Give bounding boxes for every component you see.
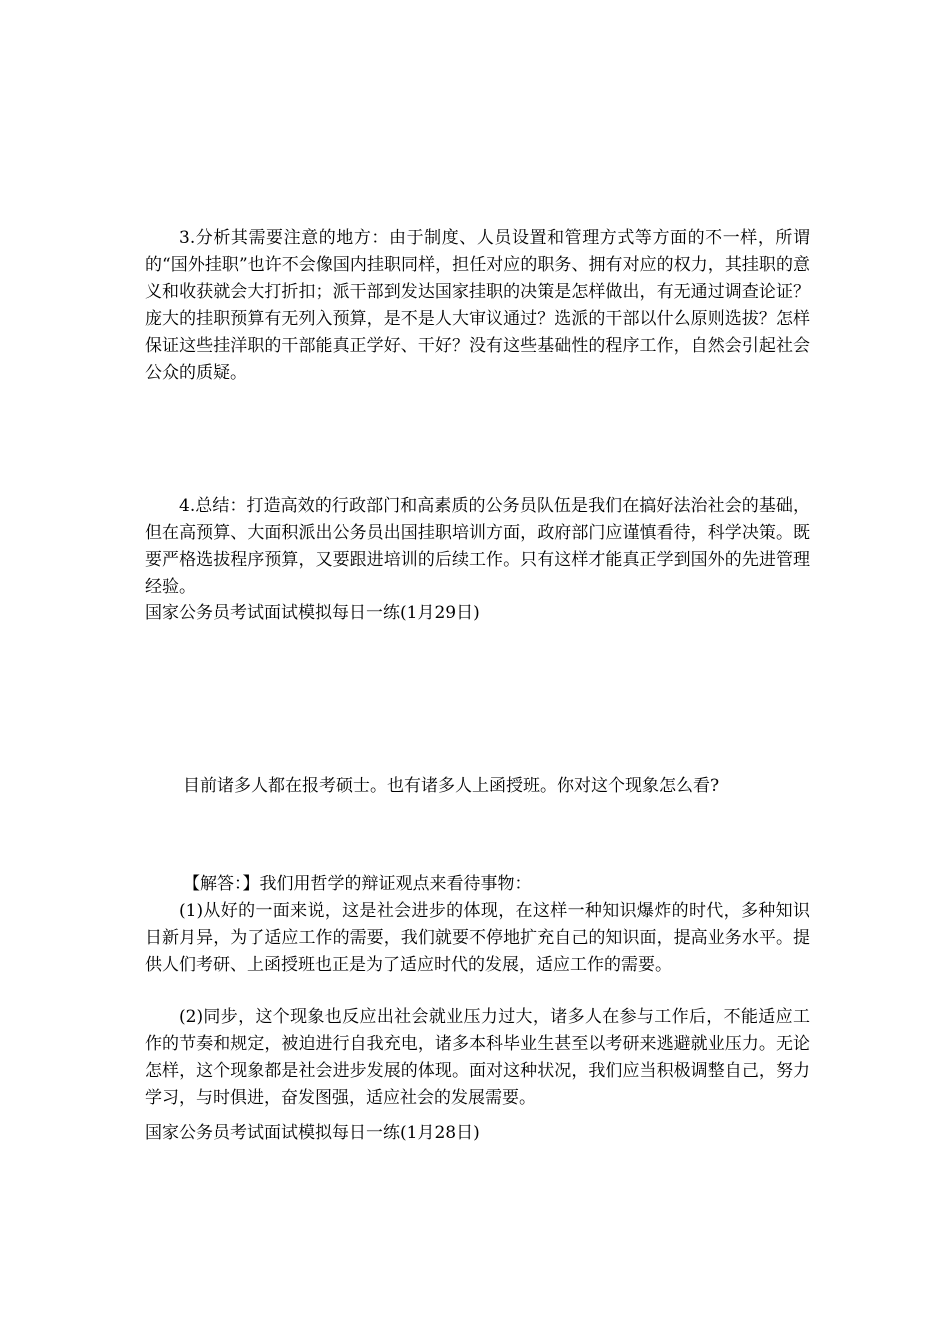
answer-point-2: (2)同步，这个现象也反应出社会就业压力过大，诸多人在参与工作后，不能适应工作的节奏和规定，被迫进行自我充电，诸多本科毕业生甚至以考研来逃避就业压力。无论怎样，这个现象都是社会进步发展的体现。面对这种状况，我们应当积极调整自己，努力学习，与时俱进，奋发图强，适应社会的发展需要。 [145, 1007, 810, 1108]
answer-intro: 【解答：】我们用哲学的辩证观点来看待事物： [183, 874, 532, 894]
question-text: 目前诸多人都在报考硕士。也有诸多人上函授班。你对这个现象怎么看? [183, 776, 720, 796]
heading-jan-29: 国家公务员考试面试模拟每日一练(1月29日) [145, 603, 480, 623]
answer-point-1: (1)从好的一面来说，这是社会进步的体现，在这样一种知识爆炸的时代，多种知识日新月异，为了适应工作的需要，我们就要不停地扩充自己的知识面，提高业务水平。提供人们考研、上函授班也正是为了适应时代的发展，适应工作的需要。 [145, 901, 810, 975]
heading-jan-28: 国家公务员考试面试模拟每日一练(1月28日) [145, 1123, 480, 1143]
section-4-paragraph: 4.总结：打造高效的行政部门和高素质的公务员队伍是我们在搞好法治社会的基础，但在高预算、大面积派出公务员出国挂职培训方面，政府部门应谨慎看待，科学决策。既要严格选拔程序预算，又要跟进培训的后续工作。只有这样才能真正学到国外的先进管理经验。 [145, 496, 810, 597]
section-3-paragraph: 3.分析其需要注意的地方：由于制度、人员设置和管理方式等方面的不一样，所谓的“国外挂职”也许不会像国内挂职同样，担任对应的职务、拥有对应的权力，其挂职的意义和收获就会大打折扣；派干部到发达国家挂职的决策是怎样做出，有无通过调查论证？庞大的挂职预算有无列入预算，是不是人大审议通过？选派的干部以什么原则选拔？怎样保证这些挂洋职的干部能真正学好、干好？没有这些基础性的程序工作，自然会引起社会公众的质疑。 [145, 228, 810, 383]
